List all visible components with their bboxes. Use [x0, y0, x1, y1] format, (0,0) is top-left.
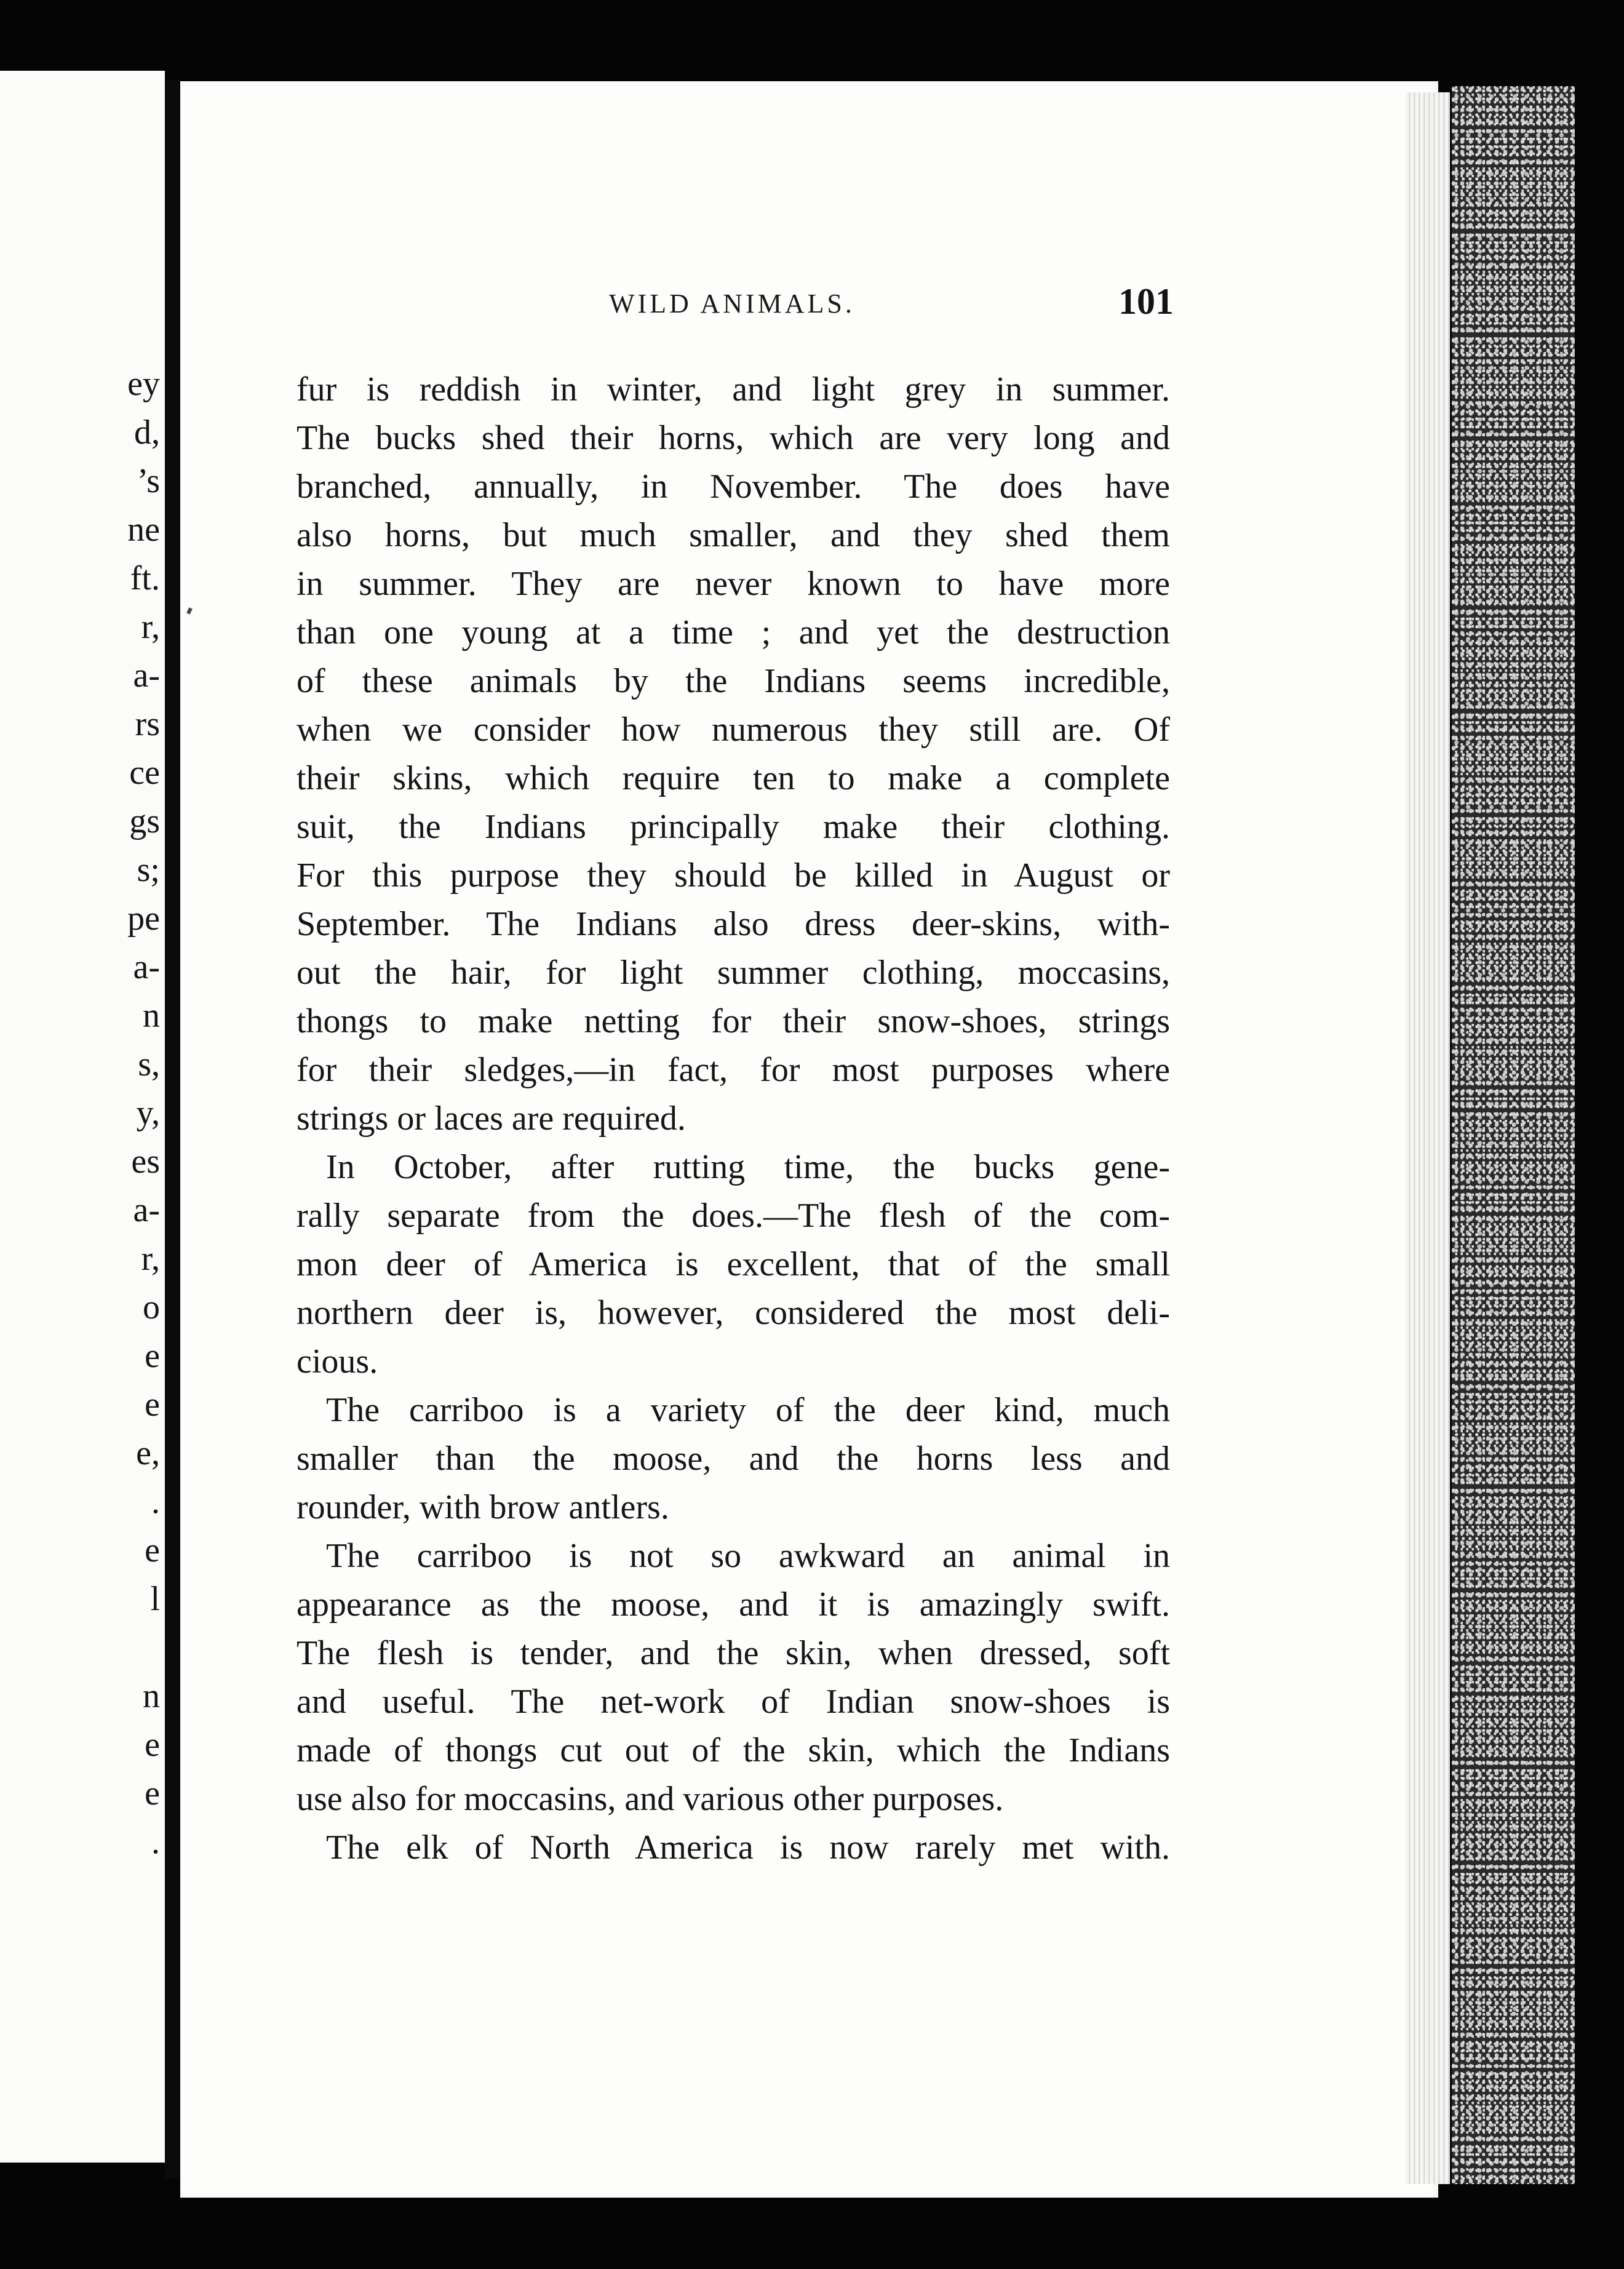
text-line: northern deer is, however, considered the most deli-	[297, 1294, 1170, 1332]
text-line: and useful. The net-work of Indian snow-shoes is	[297, 1683, 1170, 1721]
text-line: thongs to make netting for their snow-shoes, strings	[297, 1002, 1170, 1040]
text-line: rally separate from the does.—The flesh of the com-	[297, 1197, 1170, 1235]
speckled-cover-edge	[1452, 86, 1575, 2184]
fragment-line: s,	[138, 1045, 160, 1083]
fragment-line: ne	[127, 511, 160, 549]
fragment-line: ft.	[130, 559, 160, 597]
fragment-line: pe	[127, 899, 160, 938]
fragment-line: r,	[141, 1240, 160, 1278]
text-line: made of thongs cut out of the skin, which the Indians	[297, 1731, 1170, 1769]
page-body-text	[297, 365, 1170, 1872]
page-number: 101	[1118, 281, 1174, 322]
fragment-line: e	[145, 1386, 160, 1424]
fragment-line: ’s	[137, 462, 160, 500]
book-gutter	[165, 80, 181, 2178]
text-line: For this purpose they should be killed in August or	[297, 856, 1170, 895]
fragment-line: rs	[135, 705, 160, 743]
fragment-line: e,	[136, 1434, 160, 1472]
text-line: out the hair, for light summer clothing, moccasins,	[297, 954, 1170, 992]
running-head: WILD ANIMALS.	[609, 289, 855, 319]
fragment-line: e	[145, 1774, 160, 1812]
text-line: cious.	[297, 1342, 378, 1381]
text-line: for their sledges,—in fact, for most purposes where	[297, 1051, 1170, 1089]
text-line: their skins, which require ten to make a complete	[297, 759, 1170, 797]
text-line: suit, the Indians principally make their clothing.	[297, 808, 1170, 846]
fragment-line: ey	[127, 365, 160, 403]
fragment-line: n	[143, 1677, 160, 1715]
fragment-line: d,	[134, 413, 160, 452]
text-line: use also for moccasins, and various other purposes.	[297, 1780, 1004, 1818]
fragment-line: e	[145, 1531, 160, 1569]
text-line: smaller than the moose, and the horns less and	[297, 1440, 1170, 1478]
fragment-line: r,	[141, 608, 160, 646]
fragment-line: a-	[133, 948, 160, 986]
text-line: In October, after rutting time, the bucks gene-	[326, 1148, 1170, 1186]
fragment-line: e	[145, 1726, 160, 1764]
page-fore-edge	[1406, 92, 1450, 2184]
text-line: September. The Indians also dress deer-skins, with-	[297, 905, 1170, 943]
text-line: also horns, but much smaller, and they shed them	[297, 516, 1170, 554]
text-line: The flesh is tender, and the skin, when dressed, soft	[297, 1634, 1170, 1672]
text-line: strings or laces are required.	[297, 1099, 686, 1138]
text-line: The carriboo is not so awkward an animal in	[326, 1537, 1170, 1575]
fragment-line: l	[150, 1580, 160, 1618]
text-line: The bucks shed their horns, which are very long and	[297, 419, 1170, 457]
fragment-line: e	[145, 1337, 160, 1375]
text-line: rounder, with brow antlers.	[297, 1488, 669, 1526]
fragment-line: y,	[136, 1094, 160, 1132]
text-line: The carriboo is a variety of the deer kind, much	[326, 1391, 1170, 1429]
text-line: appearance as the moose, and it is amazingly swift.	[297, 1585, 1170, 1624]
left-page-line-fragments	[86, 360, 160, 1867]
fragment-line: ce	[129, 754, 160, 792]
fragment-line: a-	[133, 656, 160, 695]
fragment-line: gs	[129, 802, 160, 840]
text-line: when we consider how numerous they still are. Of	[297, 711, 1170, 749]
fragment-line: .	[151, 1823, 160, 1861]
text-line: branched, annually, in November. The does have	[297, 468, 1170, 506]
fragment-line: es	[131, 1142, 160, 1181]
fragment-line: a-	[133, 1191, 160, 1229]
text-line: The elk of North America is now rarely met with.	[326, 1828, 1170, 1867]
fragment-line: n	[143, 997, 160, 1035]
text-line: of these animals by the Indians seems incredible,	[297, 662, 1170, 700]
fragment-line: s;	[137, 851, 160, 889]
text-line: fur is reddish in winter, and light grey in summer.	[297, 370, 1170, 409]
text-line: than one young at a time ; and yet the destruction	[297, 613, 1170, 652]
fragment-line: .	[151, 1483, 160, 1521]
left-facing-page	[0, 71, 165, 2163]
fragment-line: o	[143, 1288, 160, 1326]
fragment-line	[86, 1624, 160, 1672]
text-line: mon deer of America is excellent, that of the small	[297, 1245, 1170, 1283]
text-line: in summer. They are never known to have more	[297, 565, 1170, 603]
